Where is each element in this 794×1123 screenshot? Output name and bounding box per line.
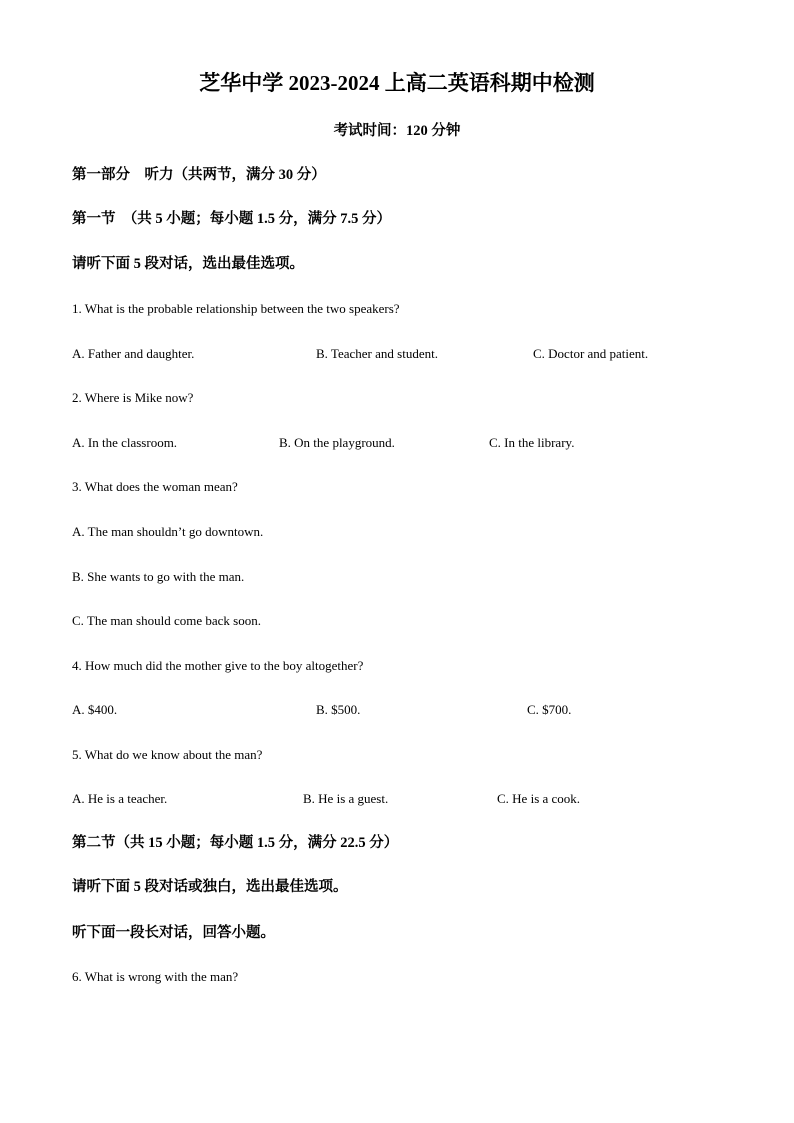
question-1-stem: 1. What is the probable relationship between the two speakers? (72, 301, 400, 316)
question-5-stem: 5. What do we know about the man? (72, 747, 263, 762)
question-2-option-a: A. In the classroom. (72, 435, 178, 450)
exam-duration: 考试时间：120 分钟 (333, 123, 461, 139)
question-1-option-b: B. Teacher and student. (316, 346, 438, 361)
question-1-option-a: A. Father and daughter. (72, 346, 195, 361)
exam-title: 芝华中学 2023-2024 上高二英语科期中检测 (199, 71, 595, 95)
question-4-option-c: C. $700. (527, 702, 572, 717)
question-3-option-b: B. She wants to go with the man. (72, 569, 245, 584)
question-3-option-c: C. The man should come back soon. (72, 613, 261, 628)
question-6-stem: 6. What is wrong with the man? (72, 969, 239, 984)
question-2-stem: 2. Where is Mike now? (72, 390, 194, 405)
question-2-option-c: C. In the library. (489, 435, 575, 450)
question-3-option-a: A. The man shouldn’t go downtown. (72, 524, 264, 539)
question-4-option-a: A. $400. (72, 702, 118, 717)
section2-instruction: 请听下面 5 段对话或独白，选出最佳选项。 (72, 879, 348, 895)
section1-instruction: 请听下面 5 段对话，选出最佳选项。 (72, 256, 304, 272)
section2-sub-instruction: 听下面一段长对话，回答小题。 (72, 925, 275, 941)
question-2-option-b: B. On the playground. (279, 435, 395, 450)
question-5-option-a: A. He is a teacher. (72, 791, 168, 806)
part1-heading: 第一部分 听力（共两节，满分 30 分） (72, 167, 326, 183)
question-3-stem: 3. What does the woman mean? (72, 479, 238, 494)
question-4-stem: 4. How much did the mother give to the boy altogether? (72, 658, 364, 673)
question-1-option-c: C. Doctor and patient. (533, 346, 649, 361)
question-5-option-c: C. He is a cook. (497, 791, 581, 806)
question-4-option-b: B. $500. (316, 702, 361, 717)
section2-heading: 第二节（共 15 小题；每小题 1.5 分，满分 22.5 分） (72, 835, 399, 851)
section1-heading: 第一节 （共 5 小题；每小题 1.5 分，满分 7.5 分） (72, 211, 391, 227)
question-5-option-b: B. He is a guest. (303, 791, 389, 806)
